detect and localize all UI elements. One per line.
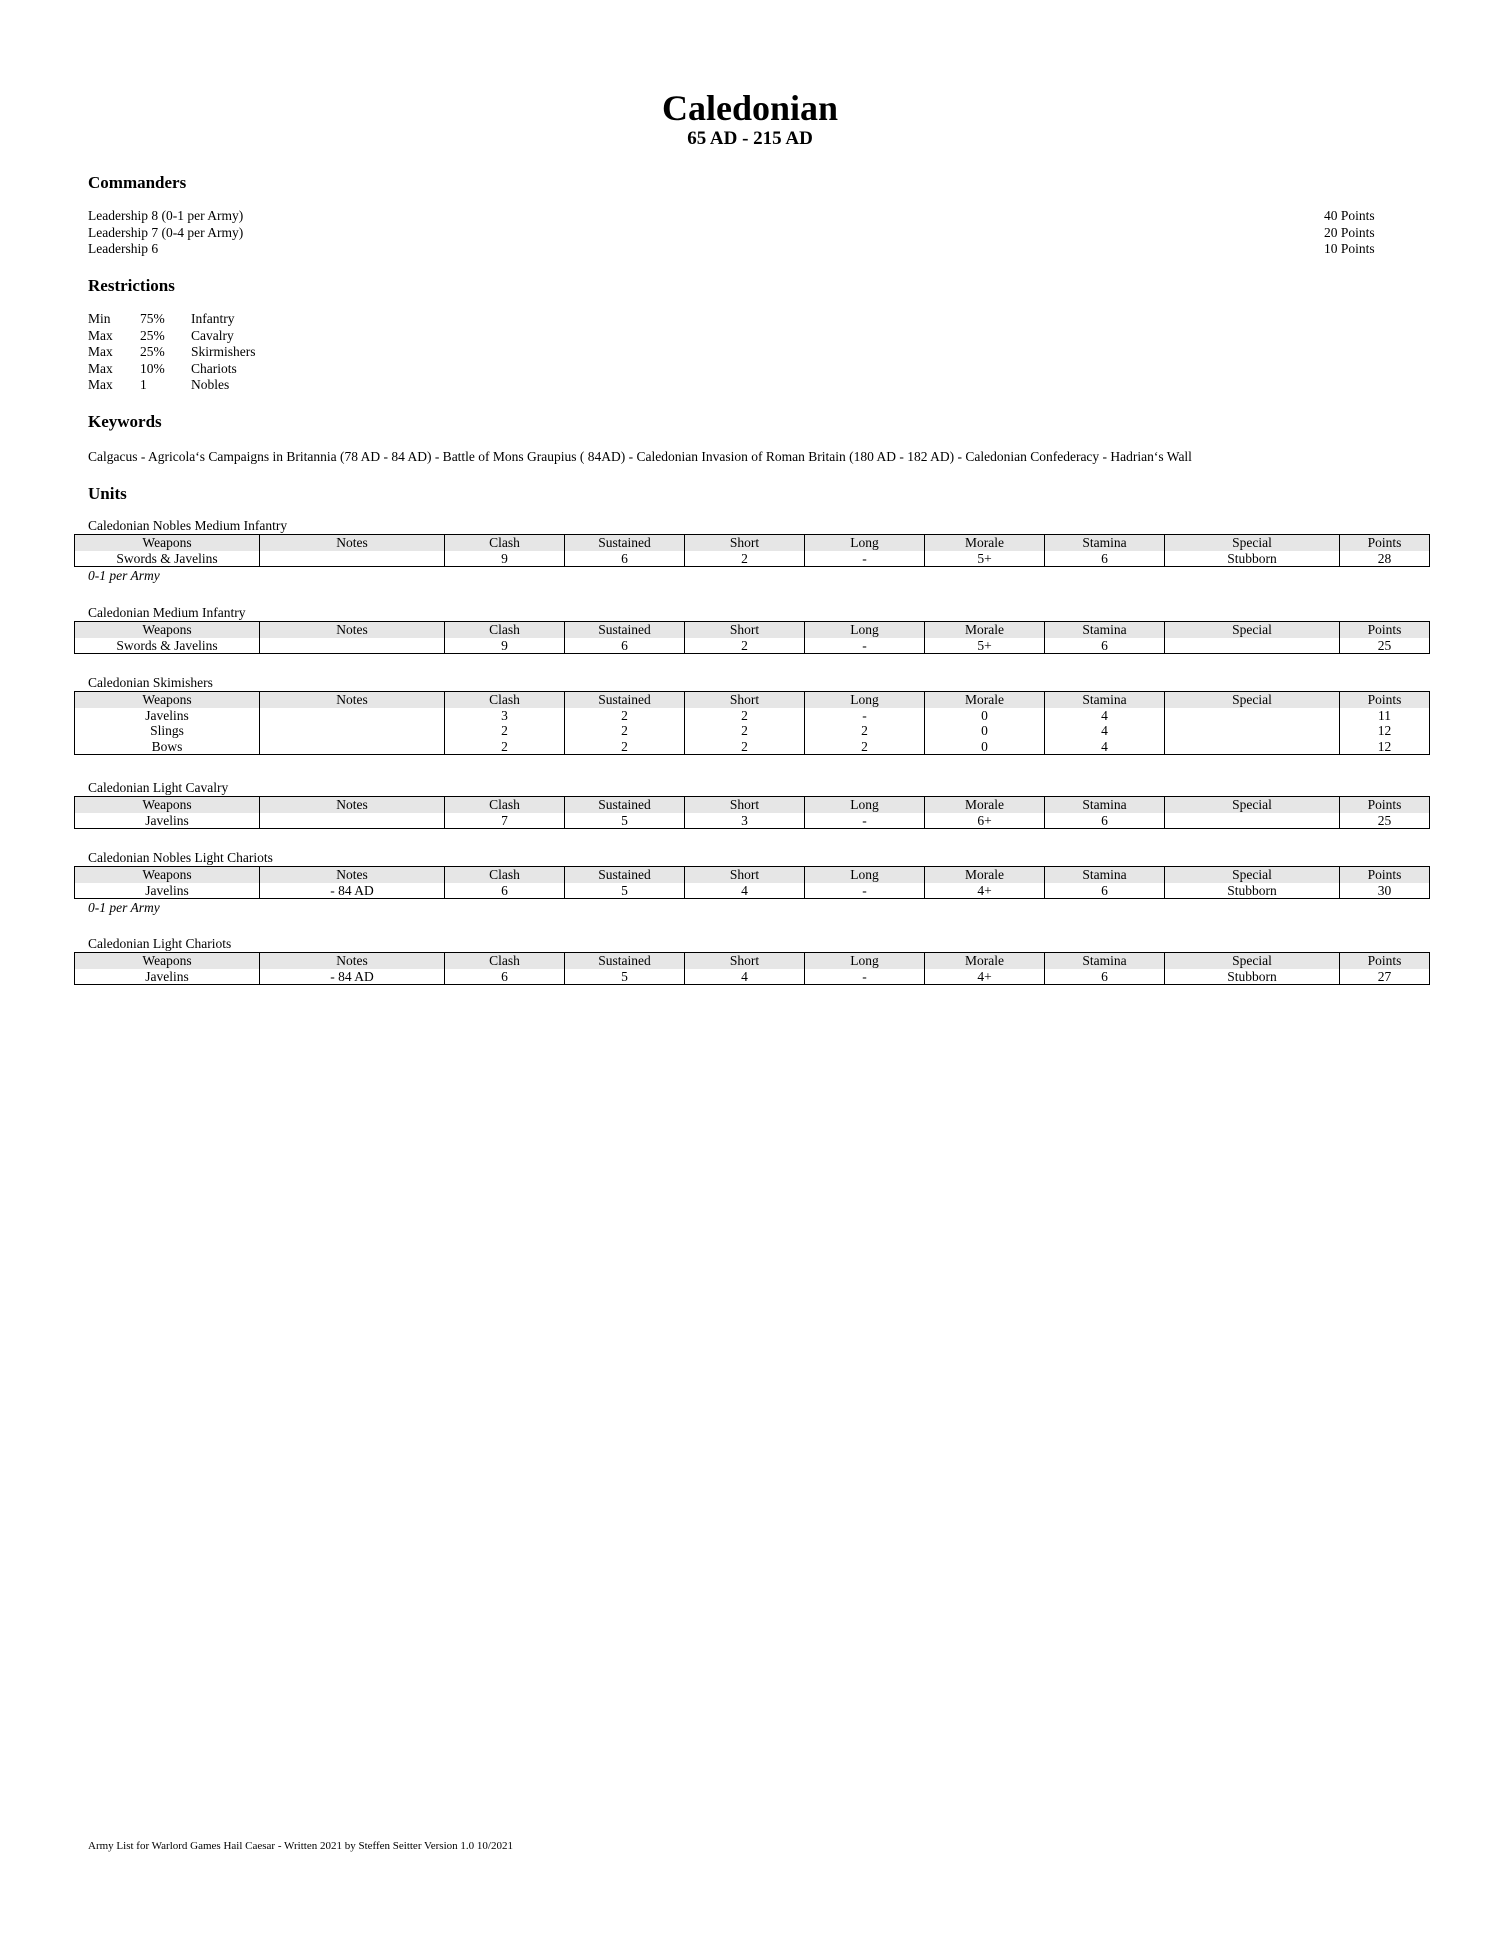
unit-block xyxy=(74,518,1429,584)
restriction-value: 10% xyxy=(140,360,165,376)
table-cell: 2 xyxy=(805,739,925,755)
column-header: Points xyxy=(1340,867,1430,883)
table-cell: 0 xyxy=(925,723,1045,739)
table-cell xyxy=(260,708,445,724)
column-header: Weapons xyxy=(75,692,260,708)
table-cell: 2 xyxy=(685,723,805,739)
table-cell: 12 xyxy=(1340,739,1430,755)
restriction-type: Max xyxy=(88,377,113,392)
table-cell: - 84 AD xyxy=(260,969,445,985)
unit-name: Caledonian Medium Infantry xyxy=(88,605,246,620)
table-cell: - xyxy=(805,708,925,724)
column-header: Short xyxy=(685,867,805,883)
table-cell: 4+ xyxy=(925,883,1045,899)
table-cell xyxy=(1165,638,1340,654)
table-cell: 6+ xyxy=(925,813,1045,829)
column-header: Special xyxy=(1165,692,1340,708)
table-row xyxy=(75,969,1430,985)
unit-stats-table xyxy=(74,691,1430,755)
column-header: Long xyxy=(805,622,925,638)
table-header-row xyxy=(75,953,1430,969)
table-cell: 2 xyxy=(685,708,805,724)
column-header: Special xyxy=(1165,797,1340,813)
keywords-text: Calgacus - Agricola‘s Campaigns in Britannia (78 AD - 84 AD) - Battle of Mons Graupius ( 84AD) - Caledonian Invasion of Roman Britain (180 AD - 182 AD) - Caledonian Confederacy - Hadrian‘s Wall xyxy=(88,449,1192,464)
commanders-points xyxy=(1324,208,1375,258)
table-cell: Swords & Javelins xyxy=(75,551,260,567)
column-header: Stamina xyxy=(1045,622,1165,638)
table-cell: - xyxy=(805,813,925,829)
column-header: Weapons xyxy=(75,953,260,969)
column-header: Stamina xyxy=(1045,867,1165,883)
column-header: Weapons xyxy=(75,867,260,883)
keywords-heading: Keywords xyxy=(88,412,162,431)
column-header: Points xyxy=(1340,692,1430,708)
table-cell: 27 xyxy=(1340,969,1430,985)
table-cell: 6 xyxy=(1045,813,1165,829)
table-row xyxy=(75,883,1430,899)
table-cell: 12 xyxy=(1340,723,1430,739)
commander-points: 20 Points xyxy=(1324,224,1375,240)
table-cell: 5+ xyxy=(925,638,1045,654)
table-cell: Stubborn xyxy=(1165,883,1340,899)
table-cell: - xyxy=(805,551,925,567)
table-cell xyxy=(260,551,445,567)
restriction-row xyxy=(88,361,256,378)
table-cell: Javelins xyxy=(75,883,260,899)
unit-stats-table xyxy=(74,534,1430,567)
table-header-row xyxy=(75,797,1430,813)
column-header: Long xyxy=(805,797,925,813)
footer-text: Army List for Warlord Games Hail Caesar - Written 2021 by Steffen Seitter Version 1.0 10/2021 xyxy=(88,1840,513,1852)
restriction-value: 75% xyxy=(140,311,165,326)
table-cell xyxy=(1165,708,1340,724)
unit-block xyxy=(74,850,1429,916)
table-cell: - xyxy=(805,883,925,899)
restriction-category: Nobles xyxy=(191,377,230,392)
column-header: Points xyxy=(1340,797,1430,813)
restriction-type: Max xyxy=(88,360,113,376)
column-header: Clash xyxy=(445,953,565,969)
column-header: Morale xyxy=(925,953,1045,969)
restriction-category: Chariots xyxy=(191,360,237,376)
commander-points: 40 Points xyxy=(1324,208,1375,223)
table-cell: 6 xyxy=(1045,638,1165,654)
table-cell: 7 xyxy=(445,813,565,829)
table-cell: 6 xyxy=(445,969,565,985)
column-header: Special xyxy=(1165,953,1340,969)
table-cell: - xyxy=(805,969,925,985)
column-header: Points xyxy=(1340,535,1430,551)
commanders-heading: Commanders xyxy=(88,173,187,192)
column-header: Weapons xyxy=(75,535,260,551)
column-header: Notes xyxy=(260,535,445,551)
restriction-value: 1 xyxy=(140,377,147,392)
table-cell xyxy=(1165,723,1340,739)
table-cell: 2 xyxy=(445,723,565,739)
commander-label: Leadership 6 xyxy=(88,241,159,256)
column-header: Notes xyxy=(260,692,445,708)
table-header-row xyxy=(75,867,1430,883)
restriction-category: Infantry xyxy=(191,311,235,326)
table-cell xyxy=(1165,813,1340,829)
column-header: Points xyxy=(1340,953,1430,969)
column-header: Clash xyxy=(445,535,565,551)
unit-block xyxy=(74,605,1429,654)
column-header: Stamina xyxy=(1045,692,1165,708)
restriction-category: Skirmishers xyxy=(191,344,256,359)
table-cell: 6 xyxy=(445,883,565,899)
table-row xyxy=(75,739,1430,755)
unit-stats-table xyxy=(74,866,1430,899)
table-cell: 6 xyxy=(565,551,685,567)
table-cell: 3 xyxy=(685,813,805,829)
table-cell: 3 xyxy=(445,708,565,724)
restriction-value: 25% xyxy=(140,344,165,359)
column-header: Short xyxy=(685,953,805,969)
table-row xyxy=(75,638,1430,654)
table-cell: 5+ xyxy=(925,551,1045,567)
table-cell: 4 xyxy=(1045,739,1165,755)
table-cell: 2 xyxy=(685,739,805,755)
restriction-category: Cavalry xyxy=(191,327,234,343)
column-header: Short xyxy=(685,535,805,551)
restriction-row xyxy=(88,328,256,345)
table-cell: 5 xyxy=(565,883,685,899)
table-cell: - 84 AD xyxy=(260,883,445,899)
table-cell: 5 xyxy=(565,813,685,829)
commander-points: 10 Points xyxy=(1324,241,1375,256)
unit-note: 0-1 per Army xyxy=(88,568,160,583)
table-cell: 4 xyxy=(1045,708,1165,724)
restriction-type: Min xyxy=(88,311,111,326)
column-header: Morale xyxy=(925,535,1045,551)
commander-label: Leadership 8 (0-1 per Army) xyxy=(88,208,244,223)
column-header: Stamina xyxy=(1045,535,1165,551)
unit-name: Caledonian Nobles Medium Infantry xyxy=(88,518,288,533)
unit-note: 0-1 per Army xyxy=(88,900,160,915)
table-cell xyxy=(260,813,445,829)
restriction-value: 25% xyxy=(140,327,165,343)
column-header: Stamina xyxy=(1045,953,1165,969)
table-cell: 11 xyxy=(1340,708,1430,724)
restrictions-table xyxy=(88,311,256,394)
units-heading: Units xyxy=(88,484,127,503)
commanders-list xyxy=(88,208,243,258)
table-cell: Javelins xyxy=(75,813,260,829)
unit-stats-table xyxy=(74,621,1430,654)
table-row xyxy=(75,708,1430,724)
column-header: Notes xyxy=(260,953,445,969)
table-cell: 5 xyxy=(565,969,685,985)
table-cell: 6 xyxy=(1045,883,1165,899)
column-header: Clash xyxy=(445,692,565,708)
table-cell: 4 xyxy=(685,969,805,985)
table-cell: 6 xyxy=(565,638,685,654)
column-header: Stamina xyxy=(1045,797,1165,813)
unit-name: Caledonian Light Cavalry xyxy=(88,780,229,795)
table-cell: 28 xyxy=(1340,551,1430,567)
column-header: Notes xyxy=(260,867,445,883)
table-cell: Slings xyxy=(75,723,260,739)
table-header-row xyxy=(75,692,1430,708)
restriction-row xyxy=(88,377,256,394)
table-cell xyxy=(260,638,445,654)
table-cell xyxy=(1165,739,1340,755)
unit-block xyxy=(74,936,1429,985)
table-row xyxy=(75,813,1430,829)
unit-block xyxy=(74,675,1429,755)
restriction-type: Max xyxy=(88,344,113,359)
column-header: Notes xyxy=(260,622,445,638)
table-cell: 2 xyxy=(685,638,805,654)
column-header: Sustained xyxy=(565,622,685,638)
table-cell: 9 xyxy=(445,551,565,567)
unit-block xyxy=(74,780,1429,829)
restriction-row xyxy=(88,311,256,328)
table-cell: Javelins xyxy=(75,969,260,985)
column-header: Short xyxy=(685,797,805,813)
column-header: Long xyxy=(805,953,925,969)
column-header: Special xyxy=(1165,622,1340,638)
column-header: Long xyxy=(805,535,925,551)
table-cell: Swords & Javelins xyxy=(75,638,260,654)
unit-name: Caledonian Nobles Light Chariots xyxy=(88,850,273,865)
column-header: Sustained xyxy=(565,867,685,883)
column-header: Morale xyxy=(925,797,1045,813)
restriction-type: Max xyxy=(88,327,113,343)
table-cell: 4 xyxy=(685,883,805,899)
table-cell: Stubborn xyxy=(1165,551,1340,567)
unit-name: Caledonian Light Chariots xyxy=(88,936,232,951)
table-cell: 2 xyxy=(565,708,685,724)
column-header: Clash xyxy=(445,867,565,883)
table-cell: Javelins xyxy=(75,708,260,724)
column-header: Morale xyxy=(925,692,1045,708)
unit-stats-table xyxy=(74,796,1430,829)
unit-stats-table xyxy=(74,952,1430,985)
table-cell: 25 xyxy=(1340,813,1430,829)
column-header: Special xyxy=(1165,535,1340,551)
table-cell: 0 xyxy=(925,708,1045,724)
table-cell: 6 xyxy=(1045,551,1165,567)
column-header: Morale xyxy=(925,622,1045,638)
page-subtitle: 65 AD - 215 AD xyxy=(687,128,813,149)
column-header: Long xyxy=(805,867,925,883)
column-header: Clash xyxy=(445,797,565,813)
column-header: Special xyxy=(1165,867,1340,883)
column-header: Sustained xyxy=(565,797,685,813)
table-cell: 4+ xyxy=(925,969,1045,985)
table-header-row xyxy=(75,535,1430,551)
column-header: Weapons xyxy=(75,797,260,813)
table-cell xyxy=(260,739,445,755)
column-header: Sustained xyxy=(565,953,685,969)
column-header: Short xyxy=(685,622,805,638)
table-cell: 2 xyxy=(805,723,925,739)
page-title: Caledonian xyxy=(661,88,839,128)
table-cell: 25 xyxy=(1340,638,1430,654)
unit-name: Caledonian Skimishers xyxy=(88,675,213,690)
column-header: Sustained xyxy=(565,535,685,551)
column-header: Sustained xyxy=(565,692,685,708)
column-header: Points xyxy=(1340,622,1430,638)
table-cell: 9 xyxy=(445,638,565,654)
restrictions-heading: Restrictions xyxy=(88,276,175,295)
table-cell: Bows xyxy=(75,739,260,755)
column-header: Clash xyxy=(445,622,565,638)
table-cell: 2 xyxy=(565,723,685,739)
table-cell: 6 xyxy=(1045,969,1165,985)
column-header: Short xyxy=(685,692,805,708)
column-header: Long xyxy=(805,692,925,708)
table-row xyxy=(75,723,1430,739)
commander-label: Leadership 7 (0-4 per Army) xyxy=(88,224,244,240)
table-cell: 2 xyxy=(445,739,565,755)
table-cell: Stubborn xyxy=(1165,969,1340,985)
column-header: Weapons xyxy=(75,622,260,638)
table-header-row xyxy=(75,622,1430,638)
table-cell: 2 xyxy=(685,551,805,567)
table-cell: 0 xyxy=(925,739,1045,755)
restriction-row xyxy=(88,344,256,361)
table-row xyxy=(75,551,1430,567)
table-cell: 4 xyxy=(1045,723,1165,739)
table-cell: 2 xyxy=(565,739,685,755)
table-cell: 30 xyxy=(1340,883,1430,899)
column-header: Notes xyxy=(260,797,445,813)
table-cell xyxy=(260,723,445,739)
table-cell: - xyxy=(805,638,925,654)
column-header: Morale xyxy=(925,867,1045,883)
